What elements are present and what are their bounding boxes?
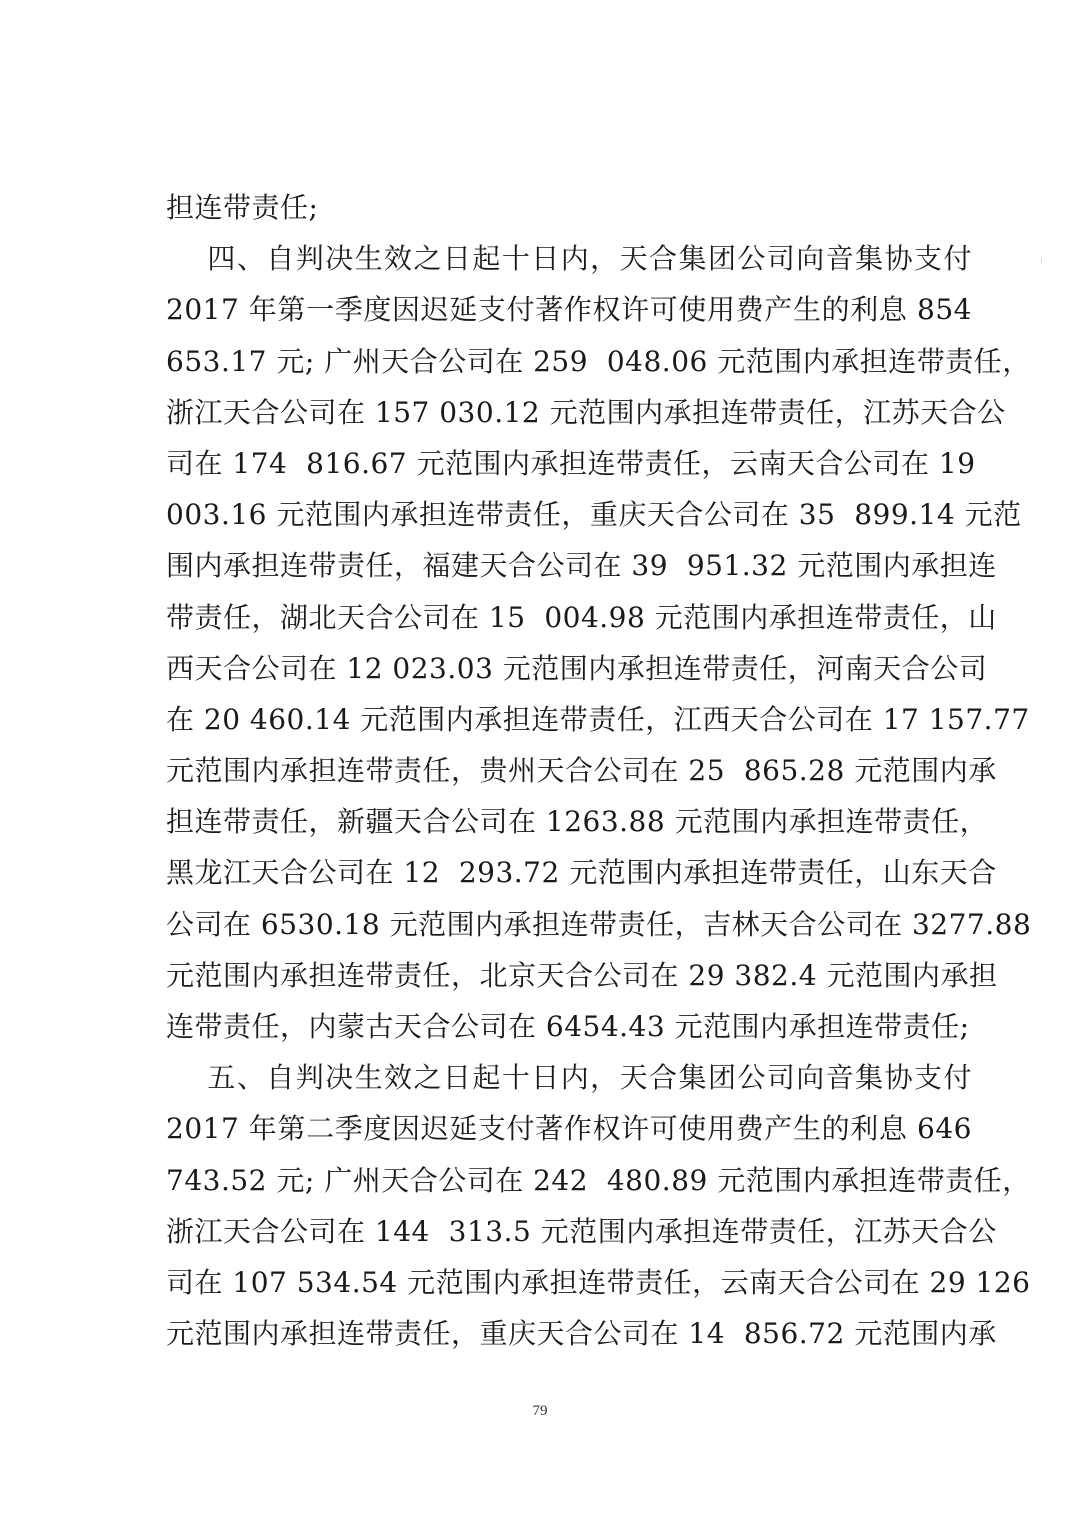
text-line: 五、自判决生效之日起十日内，天合集团公司向音集协支付 — [166, 1061, 972, 1095]
text-line: 元范围内承担连带责任，重庆天合公司在 14 856.72 元范围内承 — [166, 1317, 997, 1351]
text-line: 元范围内承担连带责任，北京天合公司在 29 382.4 元范围内承担 — [166, 958, 998, 992]
text-line: 2017 年第二季度因迟延支付著作权许可使用费产生的利息 646 — [166, 1112, 972, 1146]
text-line: 担连带责任; — [166, 191, 319, 224]
text-line: 带责任，湖北天合公司在 15 004.98 元范围内承担连带责任，山 — [166, 600, 997, 634]
text-line: 653.17 元; 广州天合公司在 259 048.06 元范围内承担连带责任， — [166, 344, 1031, 378]
text-line: 003.16 元范围内承担连带责任，重庆天合公司在 35 899.14 元范 — [166, 498, 1022, 532]
text-line: 元范围内承担连带责任，贵州天合公司在 25 865.28 元范围内承 — [166, 754, 997, 788]
text-line: 浙江天合公司在 144 313.5 元范围内承担连带责任，江苏天合公 — [166, 1214, 997, 1248]
text-line: 担连带责任，新疆天合公司在 1263.88 元范围内承担连带责任， — [166, 805, 989, 839]
text-line: 浙江天合公司在 157 030.12 元范围内承担连带责任，江苏天合公 — [166, 395, 1006, 429]
text-line: 西天合公司在 12 023.03 元范围内承担连带责任，河南天合公司 — [166, 651, 988, 685]
page-number: 79 — [532, 1403, 548, 1419]
text-line: 四、自判决生效之日起十日内，天合集团公司向音集协支付 — [166, 242, 972, 276]
text-line: 司在 174 816.67 元范围内承担连带责任，云南天合公司在 19 — [166, 446, 976, 480]
text-line: 在 20 460.14 元范围内承担连带责任，江西天合公司在 17 157.77 — [166, 702, 1030, 736]
text-line: 2017 年第一季度因迟延支付著作权许可使用费产生的利息 854 — [166, 293, 972, 327]
judgment-text-body — [166, 182, 1032, 1359]
text-line: 司在 107 534.54 元范围内承担连带责任，云南天合公司在 29 126 — [166, 1265, 1031, 1299]
text-line: 围内承担连带责任，福建天合公司在 39 951.32 元范围内承担连 — [166, 549, 997, 583]
text-line: 黑龙江天合公司在 12 293.72 元范围内承担连带责任，山东天合 — [166, 856, 997, 890]
scan-margin-mark — [1041, 258, 1042, 264]
text-line: 743.52 元; 广州天合公司在 242 480.89 元范围内承担连带责任， — [166, 1163, 1031, 1197]
text-line: 公司在 6530.18 元范围内承担连带责任，吉林天合公司在 3277.88 — [166, 907, 1032, 941]
text-line: 连带责任，内蒙古天合公司在 6454.43 元范围内承担连带责任; — [166, 1010, 970, 1043]
